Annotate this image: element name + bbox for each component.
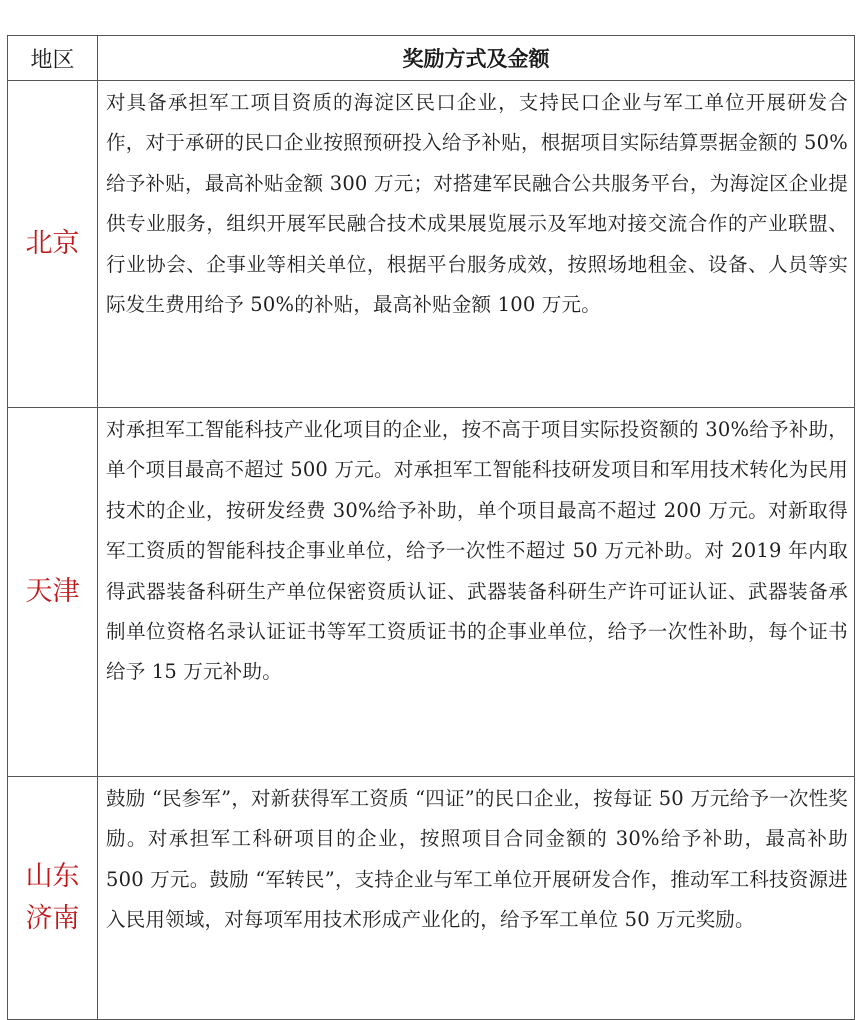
region-label-line-1: 山东	[25, 861, 80, 892]
column-header-region: 地区	[8, 36, 98, 81]
region-label: 天津	[25, 576, 80, 607]
table-row-tianjin	[8, 408, 855, 777]
column-header-detail: 奖励方式及金额	[98, 36, 855, 81]
region-label-line-2: 济南	[25, 903, 80, 934]
region-label: 北京	[25, 228, 80, 259]
region-cell	[8, 81, 98, 408]
reward-detail-cell: 对具备承担军工项目资质的海淀区民口企业，支持民口企业与军工单位开展研发合作，对于承研的民口企业按照预研投入给予补贴，根据项目实际结算票据金额的 50%给予补贴，最高补贴金额 300 万元；对搭建军民融合公共服务平台，为海淀区企业提供专业服务，组织开展军民融合技术成果展览展示及军地对接交流合作的产业联盟、行业协会、企事业等相关单位，根据平台服务成效，按照场地租金、设备、人员等实际发生费用给予 50%的补贴，最高补贴金额 100 万元。	[98, 81, 855, 408]
region-cell	[8, 408, 98, 777]
region-cell	[8, 777, 98, 1020]
reward-detail-cell: 鼓励 “民参军”，对新获得军工资质 “四证”的民口企业，按每证 50 万元给予一次性奖励。对承担军工科研项目的企业，按照项目合同金额的 30%给予补助，最高补助 500 万元。鼓励 “军转民”，支持企业与军工单位开展研发合作，推动军工科技资源进入民用领域，对每项军用技术形成产业化的，给予军工单位 50 万元奖励。	[98, 777, 855, 1020]
subsidy-table-container	[7, 35, 854, 1020]
subsidy-table	[7, 35, 855, 1020]
reward-detail-cell: 对承担军工智能科技产业化项目的企业，按不高于项目实际投资额的 30%给予补助，单个项目最高不超过 500 万元。对承担军工智能科技研发项目和军用技术转化为民用技术的企业，按研发经费 30%给予补助，单个项目最高不超过 200 万元。对新取得军工资质的智能科技企事业单位，给予一次性不超过 50 万元补助。对 2019 年内取得武器装备科研生产单位保密资质认证、武器装备科研生产许可证认证、武器装备承制单位资格名录认证证书等军工资质证书的企事业单位，给予一次性补助，每个证书给予 15 万元补助。	[98, 408, 855, 777]
table-row-shandong-jinan	[8, 777, 855, 1020]
table-header-row	[8, 36, 855, 81]
table-row-beijing	[8, 81, 855, 408]
